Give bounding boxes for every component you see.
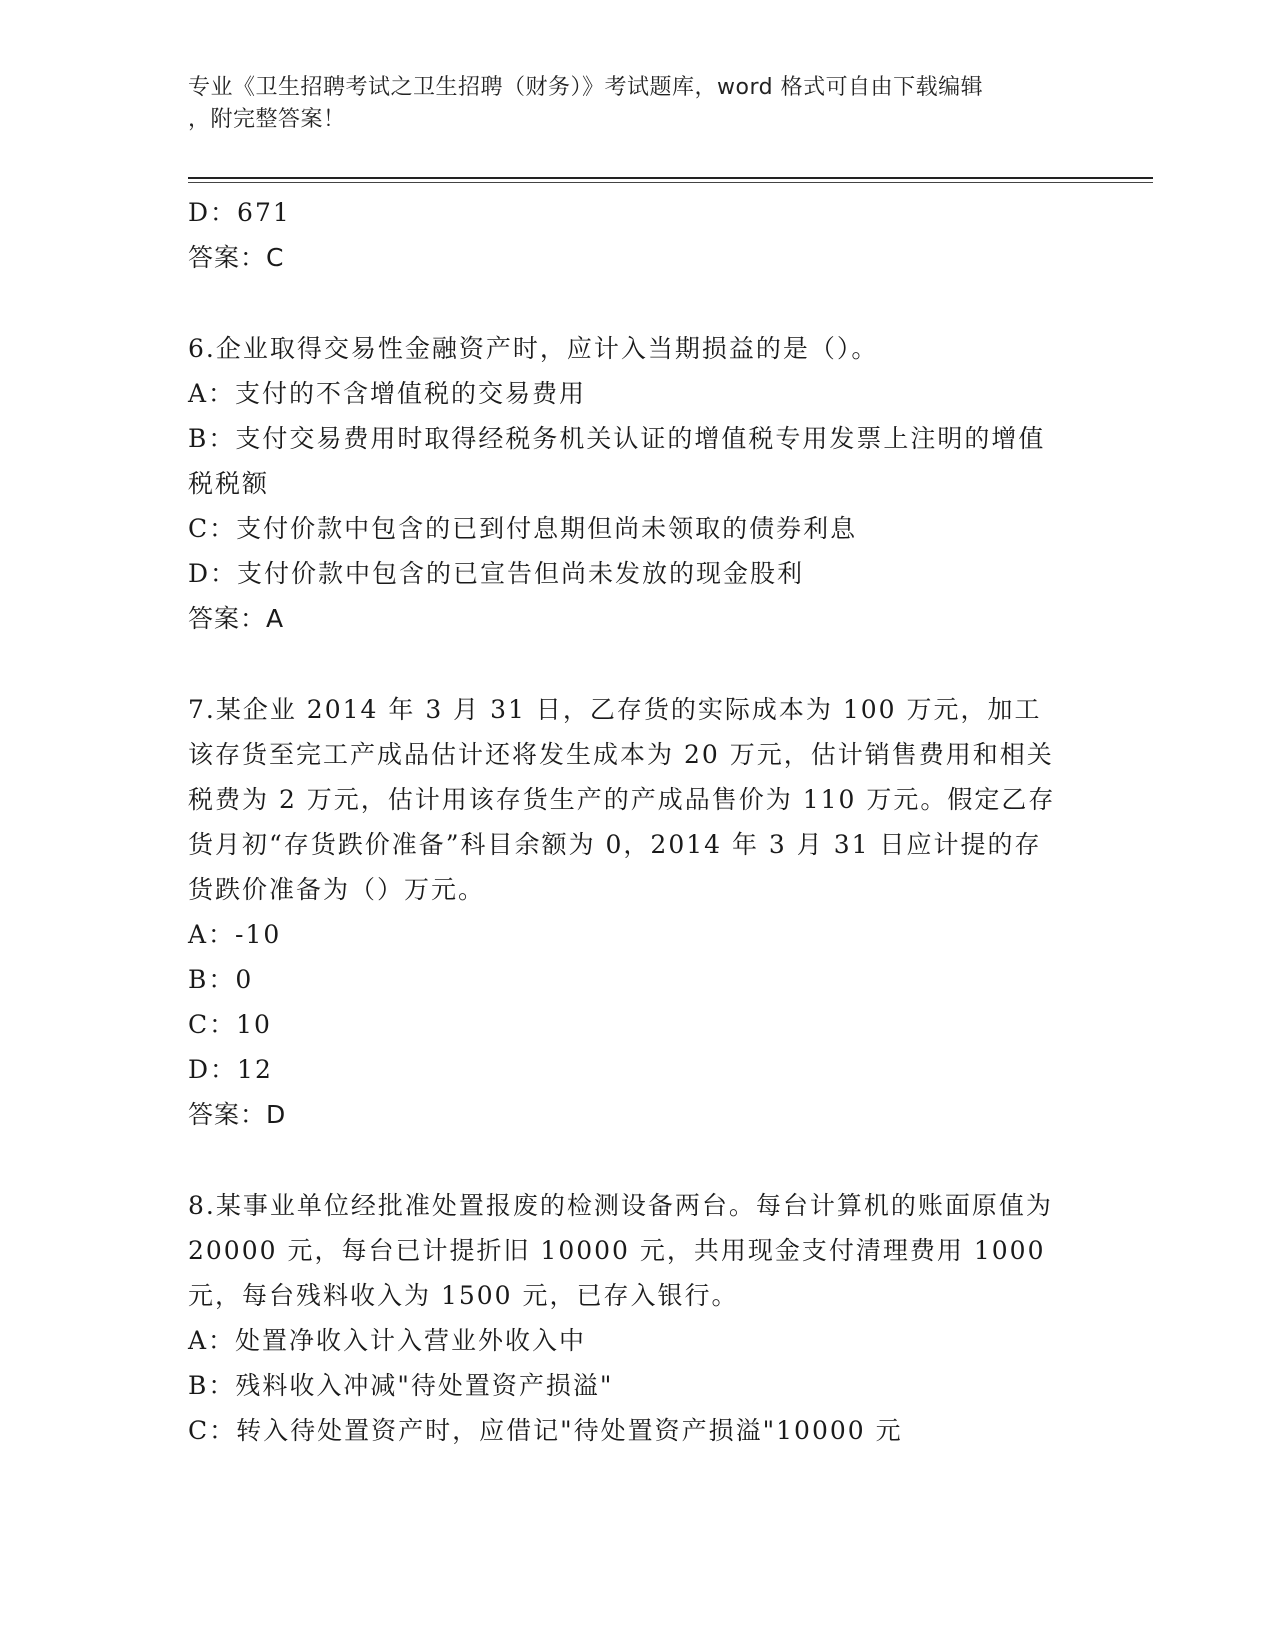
option-d: D：支付价款中包含的已宣告但尚未发放的现金股利 xyxy=(188,559,805,588)
option-c: C：支付价款中包含的已到付息期但尚未领取的债券利息 xyxy=(188,514,858,543)
header-divider-thick xyxy=(188,177,1153,179)
option-a: A：处置净收入计入营业外收入中 xyxy=(188,1326,587,1355)
prev-option-d: D：671 xyxy=(188,198,291,227)
question-6 xyxy=(188,326,1068,641)
header-divider-thin xyxy=(188,182,1153,183)
document-body xyxy=(188,190,1068,1453)
option-a: A：-10 xyxy=(188,920,282,949)
spacer xyxy=(188,1137,1068,1183)
option-c: C：10 xyxy=(188,1010,272,1039)
question-7 xyxy=(188,687,1068,1137)
option-d: D：12 xyxy=(188,1055,273,1084)
option-b: B：残料收入冲减"待处置资产损溢" xyxy=(188,1371,614,1400)
option-b: B：支付交易费用时取得经税务机关认证的增值税专用发票上注明的增值税税额 xyxy=(188,424,1046,498)
header-title-line: 专业《卫生招聘考试之卫生招聘（财务）》考试题库，word 格式可自由下载编辑 xyxy=(188,75,984,100)
document-header xyxy=(188,72,1068,136)
spacer xyxy=(188,641,1068,687)
question-stem: 8.某事业单位经批准处置报废的检测设备两台。每台计算机的账面原值为 20000 元，每台已计提折旧 10000 元，共用现金支付清理费用 1000 元，每台残料收入为 1500 元，已存入银行。 xyxy=(188,1191,1053,1310)
question-8 xyxy=(188,1183,1068,1453)
header-title-continuation: ，附完整答案！ xyxy=(188,107,346,132)
question-stem: 6.企业取得交易性金融资产时，应计入当期损益的是（）。 xyxy=(188,334,879,363)
option-a: A：支付的不含增值税的交易费用 xyxy=(188,379,587,408)
option-c: C：转入待处置资产时，应借记"待处置资产损溢"10000 元 xyxy=(188,1416,903,1445)
answer-label: 答案：A xyxy=(188,604,285,633)
question-stem: 7.某企业 2014 年 3 月 31 日，乙存货的实际成本为 100 万元，加工该存货至完工产成品估计还将发生成本为 20 万元，估计销售费用和相关税费为 2 万元，估计用该存货生产的产成品售价为 110 万元。假定乙存货月初“存货跌价准备”科目余额为 0，2014 年 3 月 31 日应计提的存货跌价准备为（）万元。 xyxy=(188,695,1056,904)
spacer xyxy=(188,280,1068,326)
prev-answer: 答案：C xyxy=(188,243,285,272)
option-b: B：0 xyxy=(188,965,254,994)
answer-label: 答案：D xyxy=(188,1100,287,1129)
